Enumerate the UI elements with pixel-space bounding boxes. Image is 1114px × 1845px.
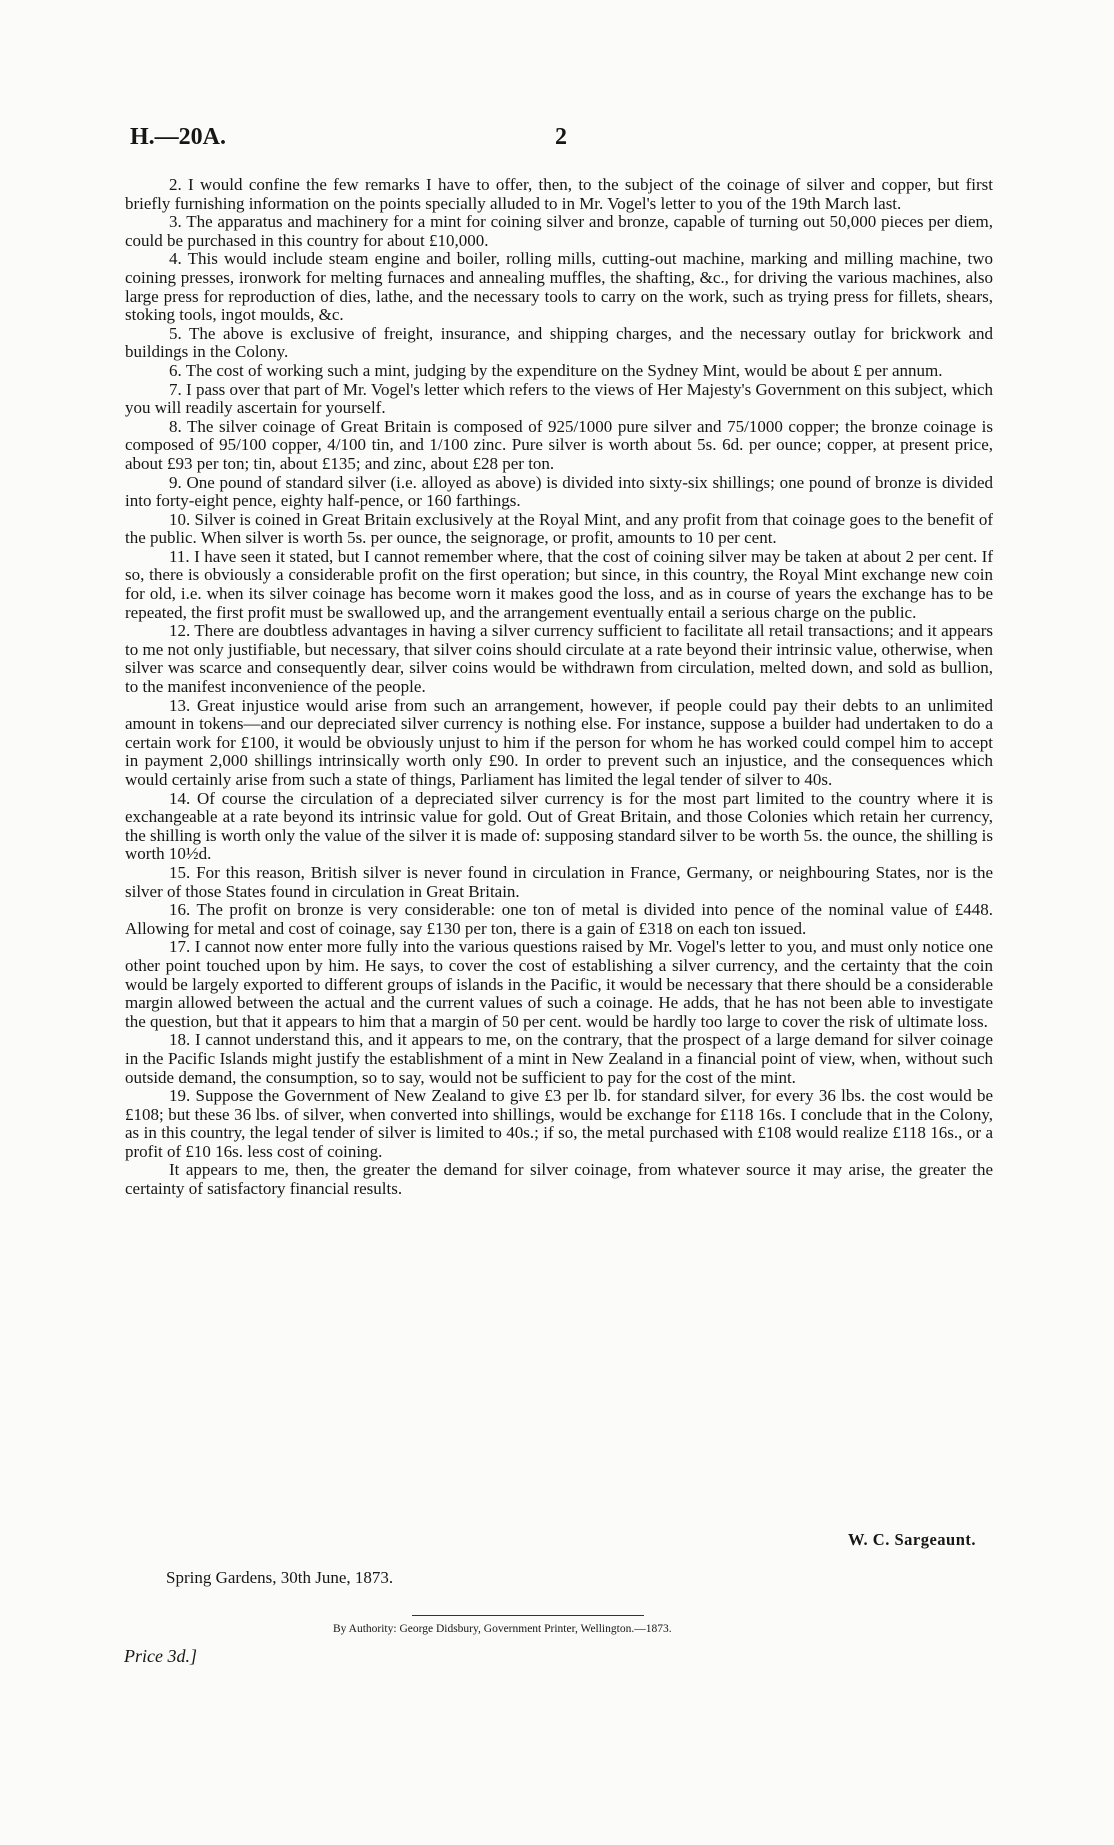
paragraph-17: 17. I cannot now enter more fully into the various questions raised by Mr. Vogel's letter to you, and must only notice one other point touched upon by him. He says, to cover the cost of establishing a silver currency, and the certainty that the coin would be largely exported to different groups of islands in the Pacific, it would be necessary that there should be a considerable margin allowed between the actual and the current values of such a coinage. He adds, that he has not been able to investigate the question, but that it appears to him that a margin of 50 per cent. would be hardly too large to cover the risk of ultimate loss. [125, 937, 993, 1031]
paragraph-15: 15. For this reason, British silver is never found in circulation in France, Germany, or neighbouring States, nor is the silver of those States found in circulation in Great Britain. [125, 862, 993, 901]
price-label: Price 3d.] [124, 1646, 197, 1666]
paragraph-9: 9. One pound of standard silver (i.e. alloyed as above) is divided into sixty-six shillings; one pound of bronze is divided into forty-eight pence, eighty half-pence, or 160 farthings. [125, 472, 993, 511]
paragraph-5: 5. The above is exclusive of freight, insurance, and shipping charges, and the necessary outlay for brickwork and buildings in the Colony. [125, 323, 993, 362]
paragraph-2: 2. I would confine the few remarks I have to offer, then, to the subject of the coinage of silver and copper, but first briefly furnishing information on the points specially alluded to in Mr. Vogel's letter to you of the 19th March last. [125, 175, 993, 213]
paragraph-18: 18. I cannot understand this, and it appears to me, on the contrary, that the prospect of a large demand for silver coinage in the Pacific Islands might justify the establishment of a mint in New Zealand in a financial point of view, when, without such outside demand, the consumption, so to say, would not be sufficient to pay for the cost of the mint. [125, 1030, 993, 1087]
paragraph-12: 12. There are doubtless advantages in having a silver currency sufficient to facilitate all retail transactions; and it appears to me not only justifiable, but necessary, that silver coins should circulate at a rate beyond their intrinsic value, otherwise, when silver was scarce and consequently dear, silver coins would be withdrawn from circulation, melted down, and sold as bullion, to the manifest inconvenience of the people. [125, 621, 993, 697]
paragraph-4: 4. This would include steam engine and boiler, rolling mills, cutting-out machine, marking and milling machine, two coining presses, ironwork for melting furnaces and annealing muffles, the shafting, &c., for driving the various machines, also large press for reproduction of dies, lathe, and the necessary tools to carry on the work, such as trying press for fillets, shears, stoking tools, ingot moulds, &c. [125, 249, 993, 325]
paragraph-3: 3. The apparatus and machinery for a mint for coining silver and bronze, capable of turning out 50,000 pieces per diem, could be purchased in this country for about £10,000. [125, 212, 993, 250]
paragraph-10: 10. Silver is coined in Great Britain exclusively at the Royal Mint, and any profit from that coinage goes to the benefit of the public. When silver is worth 5s. per ounce, the seignorage, or profit, amounts to 10 per cent. [125, 509, 993, 548]
signature: W. C. Sargeaunt. [848, 1530, 976, 1549]
paragraph-7: 7. I pass over that part of Mr. Vogel's letter which refers to the views of Her Majesty's Government on this subject, which you will readily ascertain for yourself. [125, 379, 993, 418]
paragraph-13: 13. Great injustice would arise from such an arrangement, however, if people could pay their debts to an unlimited amount in tokens—and our depreciated silver currency is nothing else. For instance, suppose a builder had undertaken to do a certain work for £100, it would be obviously unjust to him if the person for whom he has worked could compel him to accept in payment 2,000 shillings intrinsically worth only £90. In order to prevent such an injustice, and the consequences which would certainly arise from such a state of things, Parliament has limited the legal tender of silver to 40s. [125, 695, 993, 789]
closing-paragraph: It appears to me, then, the greater the demand for silver coinage, from whatever source it may arise, the greater the certainty of satisfactory financial results. [125, 1160, 993, 1199]
paragraph-8: 8. The silver coinage of Great Britain is composed of 925/1000 pure silver and 75/1000 copper; the bronze coinage is composed of 95/100 copper, 4/100 tin, and 1/100 zinc. Pure silver is worth about 5s. 6d. per ounce; copper, at present price, about £93 per ton; tin, about £135; and zinc, about £28 per ton. [125, 416, 993, 473]
dateline: Spring Gardens, 30th June, 1873. [166, 1568, 394, 1587]
page-header [125, 124, 995, 158]
paragraph-14: 14. Of course the circulation of a depreciated silver currency is for the most part limited to the country where it is exchangeable at a rate beyond its intrinsic value for gold. Out of Great Britain, and those Colonies which retain her currency, the shilling is worth only the value of the silver it is made of: supposing standard silver to be worth 5s. the ounce, the shilling is worth 10½d. [125, 788, 993, 864]
paragraph-19: 19. Suppose the Government of New Zealand to give £3 per lb. for standard silver, for every 36 lbs. the cost would be £108; but these 36 lbs. of silver, when converted into shillings, would be exchange for £118 16s. I conclude that in the Colony, as in this country, the legal tender of silver is limited to 40s.; if so, the metal purchased with £108 would realize £118 16s., or a profit of £10 16s. less cost of coining. [125, 1086, 993, 1161]
printer-imprint: By Authority: George Didsbury, Government Printer, Wellington.—1873. [333, 1623, 672, 1635]
paragraph-11: 11. I have seen it stated, but I cannot remember where, that the cost of coining silver may be taken at about 2 per cent. If so, there is obviously a considerable profit on the first operation; but since, in this country, the Royal Mint exchange new coin for old, i.e. when its silver coinage has become worn it makes good the loss, and as in course of years the exchange has to be repeated, the first profit must be swallowed up, and the arrangement eventually entail a serious charge on the public. [125, 546, 993, 622]
paragraph-6: 6. The cost of working such a mint, judging by the expenditure on the Sydney Mint, would be about £ per annum. [169, 360, 943, 380]
footer-rule [412, 1615, 644, 1616]
page-number: 2 [555, 124, 567, 150]
paragraph-16: 16. The profit on bronze is very considerable: one ton of metal is divided into pence of the nominal value of £448. Allowing for metal and cost of coinage, say £130 per ton, there is a gain of £318 on each ton issued. [125, 900, 993, 938]
letter-body [125, 176, 993, 1199]
series-code: H.—20A. [130, 124, 226, 150]
